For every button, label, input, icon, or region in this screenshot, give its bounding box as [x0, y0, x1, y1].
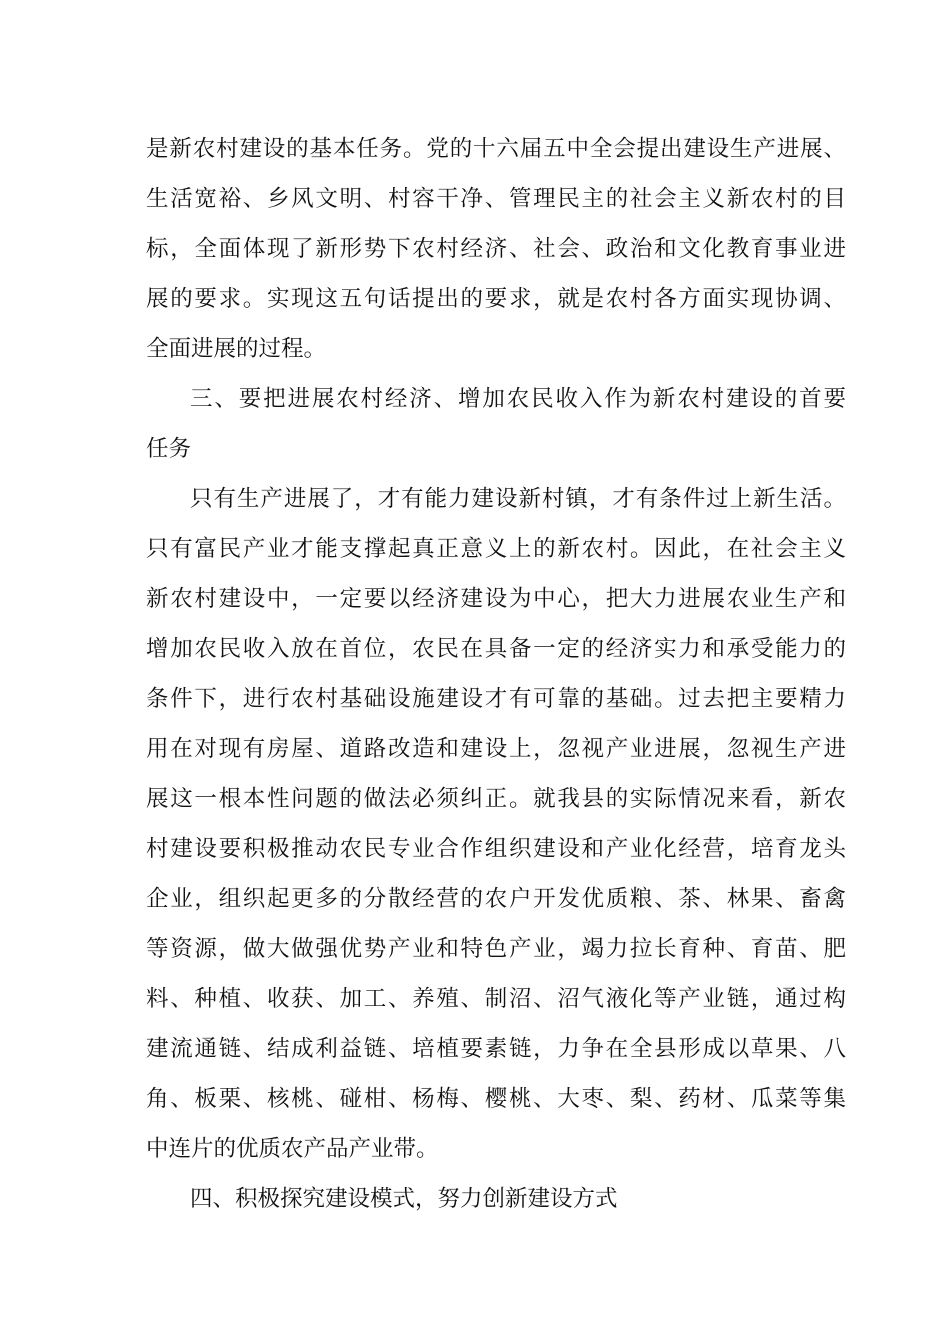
paragraph-line: 村建设要积极推动农民专业合作组织建设和产业化经营，培育龙头 — [146, 836, 846, 862]
paragraph-line: 中连片的优质农产品产业带。 — [146, 1136, 439, 1162]
section-heading-line: 三、要把进展农村经济、增加农民收入作为新农村建设的首要 — [190, 386, 846, 412]
paragraph-line: 角、板栗、核桃、碰柑、杨梅、樱桃、大枣、梨、药材、瓜菜等集 — [146, 1086, 846, 1112]
paragraph-line: 条件下，进行农村基础设施建设才有可靠的基础。过去把主要精力 — [146, 686, 846, 712]
paragraph-line: 用在对现有房屋、道路改造和建设上，忽视产业进展，忽视生产进 — [146, 736, 846, 762]
paragraph-line: 企业，组织起更多的分散经营的农户开发优质粮、茶、林果、畜禽 — [146, 886, 846, 912]
paragraph-line: 标，全面体现了新形势下农村经济、社会、政治和文化教育事业进 — [146, 236, 846, 262]
paragraph-line: 是新农村建设的基本任务。党的十六届五中全会提出建设生产进展、 — [146, 136, 846, 162]
paragraph-line: 等资源，做大做强优势产业和特色产业，竭力拉长育种、育苗、肥 — [146, 936, 846, 962]
paragraph-line: 只有生产进展了，才有能力建设新村镇，才有条件过上新生活。 — [190, 486, 846, 512]
section-heading-line: 四、积极探究建设模式，努力创新建设方式 — [190, 1186, 618, 1212]
paragraph-line: 新农村建设中，一定要以经济建设为中心，把大力进展农业生产和 — [146, 586, 846, 612]
paragraph-line: 生活宽裕、乡风文明、村容干净、管理民主的社会主义新农村的目 — [146, 186, 846, 212]
paragraph-line: 只有富民产业才能支撑起真正意义上的新农村。因此，在社会主义 — [146, 536, 846, 562]
paragraph-line: 建流通链、结成利益链、培植要素链，力争在全县形成以草果、八 — [146, 1036, 846, 1062]
paragraph-line: 增加农民收入放在首位，农民在具备一定的经济实力和承受能力的 — [146, 636, 846, 662]
paragraph-line: 展的要求。实现这五句话提出的要求，就是农村各方面实现协调、 — [146, 286, 846, 312]
paragraph-line: 全面进展的过程。 — [146, 336, 327, 362]
paragraph-line: 料、种植、收获、加工、养殖、制沼、沼气液化等产业链，通过构 — [146, 986, 846, 1012]
paragraph-line: 展这一根本性问题的做法必须纠正。就我县的实际情况来看，新农 — [146, 786, 846, 812]
section-heading-line: 任务 — [146, 436, 192, 462]
